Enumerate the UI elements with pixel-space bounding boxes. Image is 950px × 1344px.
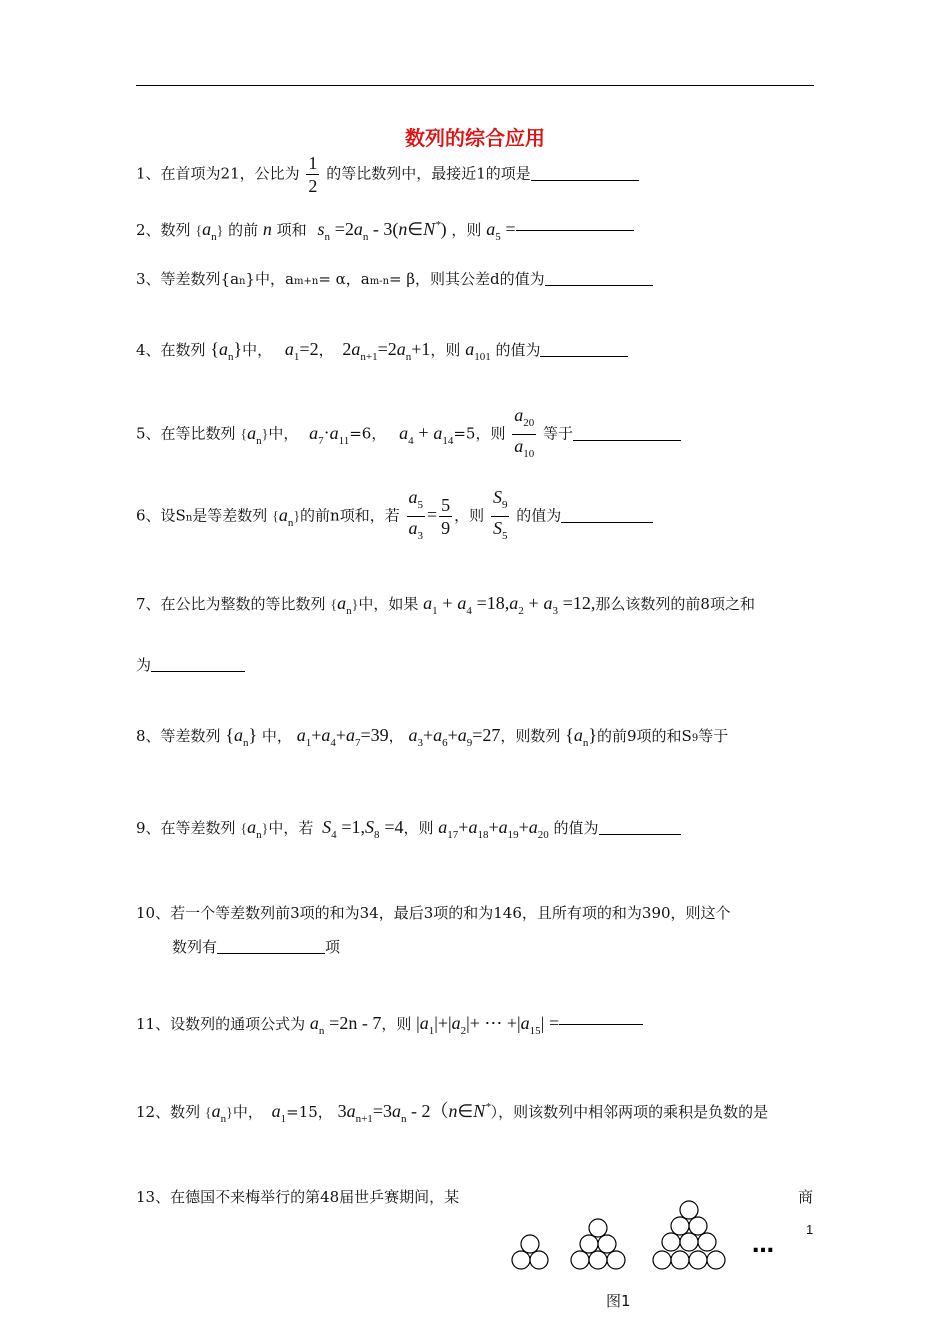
question-13: 13、在德国不来梅举行的第48届世乒赛期间，某: [136, 1188, 460, 1206]
ball: [671, 1251, 689, 1269]
fraction-a20-a10: $\frac{a_{20}}{a_{10}}$: [514, 405, 535, 460]
answer-blank: [545, 271, 653, 286]
ball: [671, 1217, 689, 1235]
ball: [689, 1251, 707, 1269]
page-number: 1: [806, 1222, 814, 1237]
ball: [580, 1235, 598, 1253]
figure-label: 图1: [606, 1292, 631, 1310]
answer-blank: [516, 229, 634, 231]
answer-blank: [561, 508, 653, 523]
fraction-s9-s5: $\frac{S_9}{S_5}$: [492, 487, 508, 542]
question-10-line2: 数列有 项: [172, 938, 341, 956]
question-5: 5、在等比数列 $\{a_n\}$中， $a_7\cdot a_{11}=6$， $a_4 + a_{14}=5$，则 $\frac{a_{20}}{a_{10}}$ 等于: [136, 404, 681, 465]
ball-stacks-figure: [500, 1190, 800, 1280]
ball: [598, 1235, 616, 1253]
ball: [589, 1251, 607, 1269]
ball: [512, 1251, 530, 1269]
question-11: 11、设数列的通项公式为 $a_n =2n - 7$，则 $|a_1|+|a_2|+$ ⋯ $+|a_{15}|$ =: [136, 1012, 643, 1042]
question-1: 1、在首项为21，公比为 $\frac{1}{2}$ 的等比数列中，最接近1的项是: [136, 152, 639, 197]
answer-blank: [217, 939, 325, 954]
fraction-a5-a3: $\frac{a_5}{a_3}$: [408, 487, 423, 542]
ball: [698, 1233, 716, 1251]
question-10: 10、若一个等差数列前3项的和为34，最后3项的和为146，且所有项的和为390，则这个: [136, 904, 731, 922]
answer-blank: [151, 657, 245, 672]
ball: [680, 1201, 698, 1219]
answer-blank: [599, 820, 681, 835]
ball: [680, 1233, 698, 1251]
question-3: 3、等差数列{an}中，am+n= α，am-n= β，则其公差d的值为: [136, 268, 653, 293]
ball: [530, 1251, 548, 1269]
ball: [571, 1251, 589, 1269]
question-7: 7、在公比为整数的等比数列 $\{a_n\}$中，如果 $a_1 + a_4 =18,a_2 + a_3 =12$,那么该数列的前8项之和: [136, 593, 755, 617]
ball: [662, 1233, 680, 1251]
question-8: 8、等差数列 $\{a_n\}$ 中， $a_1+a_4+a_7=39$， $a_3+a_6+a_9=27$，则数列 $\{a_n\}$的前9项的和S9等于: [136, 725, 729, 749]
ball: [589, 1219, 607, 1237]
ellipsis: …: [752, 1233, 774, 1258]
question-9: 9、在等差数列 $\{a_n\}$中，若 $S_4 =1,S_8 =4$，则 $a_{17}+a_{18}+a_{19}+a_{20}$ 的值为: [136, 816, 681, 846]
answer-blank: [573, 426, 681, 441]
question-13-right: 商: [798, 1188, 814, 1206]
question-12: 12、数列 $\{a_n\}$中， $a_1=15$， $3a_{n+1}=3a_n$ - 2（n∈N*），则该数列中相邻两项的乘积是负数的是: [136, 1101, 769, 1125]
ball: [653, 1251, 671, 1269]
answer-blank: [531, 166, 639, 181]
answer-blank: [540, 342, 628, 357]
answer-blank: [559, 1023, 643, 1025]
ball: [521, 1235, 539, 1253]
fraction-half: $\frac{1}{2}$: [308, 153, 318, 196]
fraction-5-9: $\frac{5}{9}$: [441, 495, 451, 538]
page-title: 数列的综合应用: [405, 126, 545, 150]
question-2: 2、数列 $\{a_n\}$ 的前 n 项和 $s_n =2a_n$ - 3(n∈N*) ，则 $a_5$ =: [136, 214, 634, 248]
question-6: 6、设Sn是等差数列 $\{a_n\}$的前n项和，若 $\frac{a_5}{a_3}$ = $\frac{5}{9}$ ，则 $\frac{S_9}{S_5}$ 的值为: [136, 486, 653, 547]
ball: [707, 1251, 725, 1269]
ball: [607, 1251, 625, 1269]
ball: [689, 1217, 707, 1235]
header-rule: [136, 85, 814, 86]
question-7-line2: 为: [136, 654, 245, 676]
question-4: 4、在数列 $\{a_n\}$中， $a_1=2$， $2a_{n+1}=2a_n+1$，则 $a_{101}$ 的值为: [136, 338, 628, 368]
